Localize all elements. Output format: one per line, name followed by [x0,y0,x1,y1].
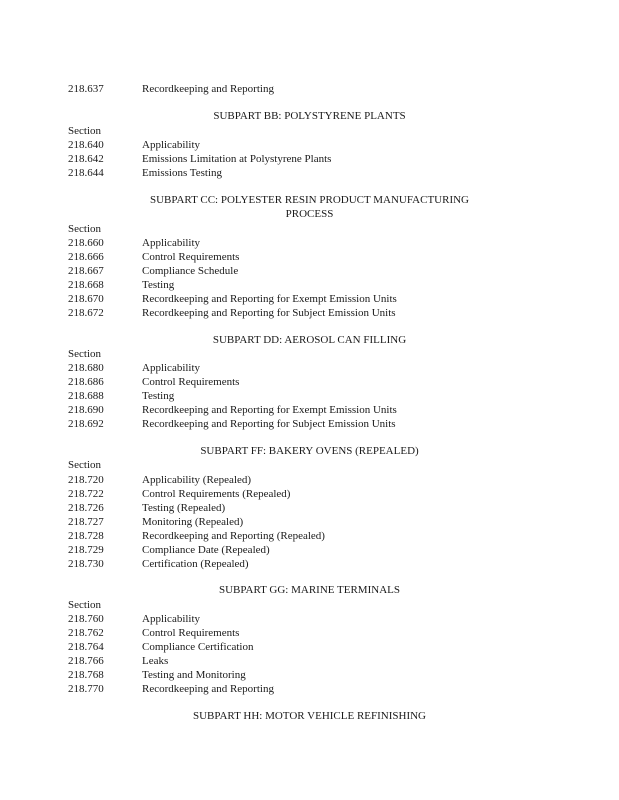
section-number: 218.660 [68,237,104,249]
section-number: 218.666 [68,251,104,263]
section-title: Compliance Schedule [142,265,239,277]
section-title: Recordkeeping and Reporting [142,683,274,695]
section-title: Applicability (Repealed) [142,474,252,486]
section-number: 218.644 [68,167,104,179]
section-title: Applicability [142,237,201,249]
section-number: 218.728 [68,530,104,542]
section-number: 218.762 [68,627,104,639]
section-title: Control Requirements [142,627,240,639]
section-number: 218.766 [68,655,104,667]
section-title: Applicability [142,362,201,374]
section-title: Testing [142,390,175,402]
section-title: Compliance Certification [142,641,254,653]
section-title: Leaks [142,655,169,667]
section-number: 218.760 [68,613,104,625]
subpart-heading: SUBPART CC: POLYESTER RESIN PRODUCT MANUFACTURING [149,194,470,206]
section-title: Recordkeeping and Reporting for Exempt Emission Units [142,293,397,305]
section-number: 218.668 [68,279,104,291]
section-number: 218.692 [68,418,104,430]
section-title: Control Requirements [142,376,240,388]
subpart-heading: SUBPART HH: MOTOR VEHICLE REFINISHING [192,710,427,722]
section-title: Certification (Repealed) [142,558,249,570]
section-title: Control Requirements [142,251,240,263]
section-title: Recordkeeping and Reporting [142,83,274,95]
section-number: 218.729 [68,544,104,556]
section-number: 218.670 [68,293,104,305]
section-number: 218.680 [68,362,104,374]
section-title: Monitoring (Repealed) [142,516,244,528]
section-number: 218.770 [68,683,104,695]
section-number: 218.642 [68,153,104,165]
section-title: Recordkeeping and Reporting for Subject Emission Units [142,418,396,430]
section-number: 218.688 [68,390,104,402]
section-title: Recordkeeping and Reporting (Repealed) [142,530,325,542]
subpart-heading: SUBPART GG: MARINE TERMINALS [219,584,400,596]
section-title: Applicability [142,139,201,151]
subpart-heading: SUBPART FF: BAKERY OVENS (REPEALED) [200,445,419,457]
section-title: Testing and Monitoring [142,669,246,681]
section-number: 218.768 [68,669,104,681]
section-number: 218.726 [68,502,104,514]
section-number: 218.764 [68,641,104,653]
section-title: Compliance Date (Repealed) [142,544,270,556]
section-number: 218.686 [68,376,104,388]
section-number: 218.640 [68,139,104,151]
section-title: Emissions Testing [142,167,223,179]
section-title: Control Requirements (Repealed) [142,488,291,500]
section-number: 218.637 [68,83,104,95]
section-number: 218.730 [68,558,104,570]
section-title: Testing [142,279,175,291]
section-title: Recordkeeping and Reporting for Exempt Emission Units [142,404,397,416]
section-title: Emissions Limitation at Polystyrene Plants [142,153,332,165]
document-page: 218.637 Recordkeeping and Reporting SUBPART BB: POLYSTYRENE PLANTS Section 218.640 Applicability 218.642 Emissions Limitation at Polystyrene Plants 218.644 Emissions Testing SUBPART CC: POLYESTER RESIN PRODUCT MANUFACTURING PROCESS Section 218.660 Applicability 218.666 Control Requirements 218.667 Compliance Schedule 218.668 Testing 218.670 Recordkeeping and Reporting for Exempt Emission Units 218.672 Recordkeeping and Reporting for Subject Emission Units SUBPART DD: AEROSOL CAN FILLING Section 218.680 Applicability 218.686 Control Requirements 218.688 Testing 218.690 Recordkeeping and Reporting for Exempt Emission Units 218.692 Recordkeeping and Reporting for Subject Emission Units SUBPART FF: BAKERY OVENS (REPEALED) Section 218.720 Applicability (Repealed) 218.722 Control Requirements (Repealed) 218.726 Testing (Repealed) 218.727 Monitoring (Repealed) 218.728 Recordkeeping and Reporting (Repealed) 218.729 Compliance Date (Repealed) 218.730 Certification (Repealed) SUBPART GG: MARINE TERMINALS Section 218.760 Applicability 218.762 Control Requirements 218.764 Compliance Certification 218.766 Leaks 218.768 Testing and Monitoring 218.770 Recordkeeping and Reporting SUBPART HH: MOTOR VEHICLE REFINISHING [0,0,619,800]
section-title: Applicability [142,613,201,625]
section-title: Testing (Repealed) [142,502,226,514]
section-number: 218.690 [68,404,104,416]
subpart-heading-continued: PROCESS [285,208,334,220]
section-number: 218.672 [68,307,104,319]
section-title: Recordkeeping and Reporting for Subject Emission Units [142,307,396,319]
subpart-heading: SUBPART DD: AEROSOL CAN FILLING [212,334,407,346]
section-number: 218.720 [68,474,104,486]
section-number: 218.722 [68,488,104,500]
subpart-heading: SUBPART BB: POLYSTYRENE PLANTS [213,110,406,122]
section-number: 218.727 [68,516,104,528]
section-number: 218.667 [68,265,104,277]
